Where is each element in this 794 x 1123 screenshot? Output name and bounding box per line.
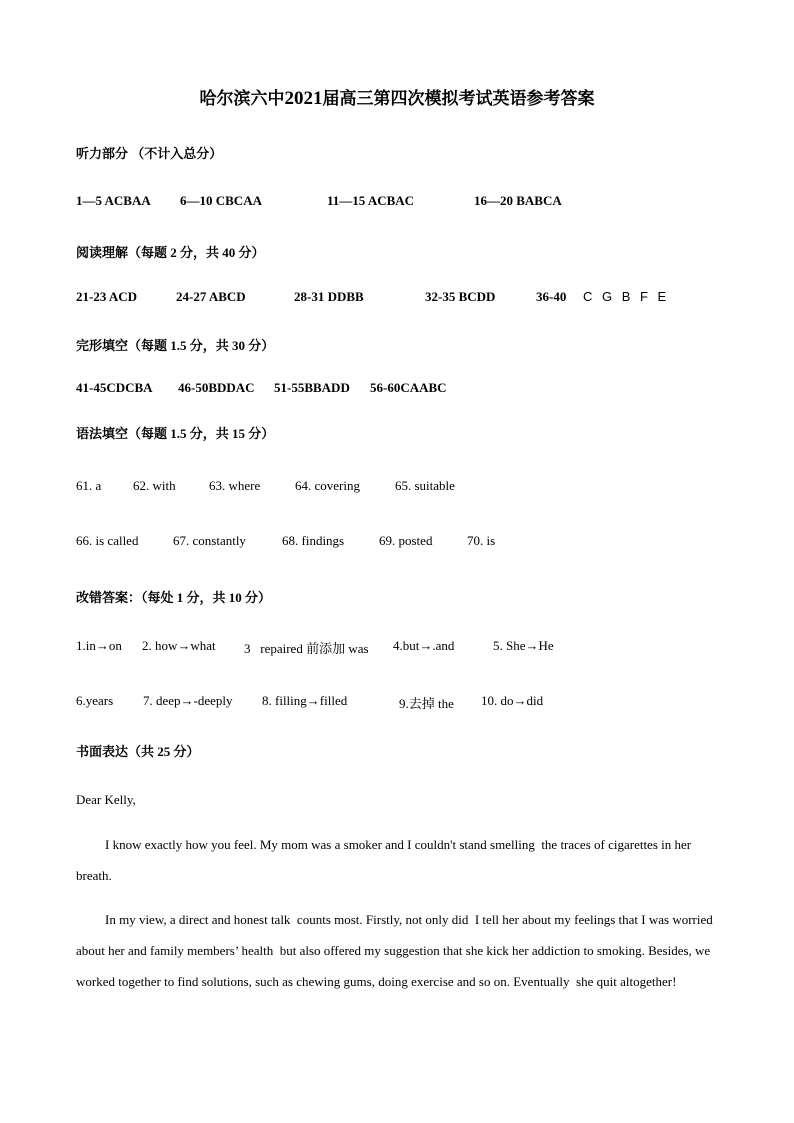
title-suffix: 届高三第四次模拟考试英语参考答案 — [322, 89, 595, 108]
grammar-answer-63: 63. where — [209, 478, 261, 493]
grammar-answer-70: 70. is — [467, 533, 496, 548]
correction-answer-10: 10. do→did — [481, 693, 544, 708]
reading-answer-1: 21-23 ACD — [76, 289, 138, 304]
grammar-answer-65: 65. suitable — [395, 478, 455, 493]
cloze-answer-1: 41-45CDCBA — [76, 380, 153, 395]
writing-heading: 书面表达（共 25 分） — [76, 744, 200, 759]
listening-heading: 听力部分 （不计入总分） — [76, 146, 223, 161]
listening-answer-4: 16—20 BABCA — [474, 193, 562, 208]
correction-answer-7: 7. deep→-deeply — [143, 693, 233, 708]
correction-answer-6: 6.years — [76, 693, 114, 708]
cloze-answer-3: 51-55BBADD — [274, 380, 350, 395]
grammar-heading: 语法填空（每题 1.5 分，共 15 分） — [76, 426, 275, 441]
title-year: 2021 — [284, 88, 323, 109]
listening-answer-2: 6—10 CBCAA — [180, 193, 262, 208]
correction-answer-9: 9.去掉 the — [399, 696, 454, 711]
listening-answer-3: 11—15 ACBAC — [327, 193, 415, 208]
letter-paragraph-1: I know exactly how you feel. My mom was a smoker and I couldn't stand smelling the traces of cigarettes in her breath. — [76, 837, 695, 883]
grammar-answer-61: 61. a — [76, 478, 102, 493]
cloze-answer-2: 46-50BDDAC — [178, 380, 255, 395]
listening-answer-1: 1—5 ACBAA — [76, 193, 151, 208]
grammar-answer-67: 67. constantly — [173, 533, 246, 548]
correction-answer-1: 1.in→on — [76, 638, 122, 653]
letter-paragraph-2: In my view, a direct and honest talk counts most. Firstly, not only did I tell her about my feelings that I was worried about her and family members’ health but also offered my suggestion that she kick her addiction to smoking. Besides, we worked together to find solutions, such as chewing gums, doing exercise and so on. Eventually she quit altogether! — [76, 912, 716, 989]
correction-answer-8: 8. filling→filled — [262, 693, 348, 708]
correction-answer-3: 3 repaired 前添加 was — [244, 641, 369, 656]
page-title — [0, 84, 794, 110]
correction-answer-5: 5. She→He — [493, 638, 554, 653]
correction-heading: 改错答案：（每处 1 分，共 10 分） — [76, 590, 272, 605]
grammar-answer-64: 64. covering — [295, 478, 360, 493]
cloze-answer-4: 56-60CAABC — [370, 380, 447, 395]
grammar-answer-66: 66. is called — [76, 533, 139, 548]
grammar-answer-68: 68. findings — [282, 533, 345, 548]
correction-answer-4: 4.but→.and — [393, 638, 455, 653]
reading-answer-2: 24-27 ABCD — [176, 289, 246, 304]
correction-answer-2: 2. how→what — [142, 638, 216, 653]
reading-answer-5-label: 36-40 — [536, 289, 567, 304]
reading-answer-4: 32-35 BCDD — [425, 289, 496, 304]
reading-answer-3: 28-31 DDBB — [294, 289, 364, 304]
cloze-heading: 完形填空（每题 1.5 分，共 30 分） — [76, 338, 275, 353]
grammar-answer-62: 62. with — [133, 478, 176, 493]
reading-answer-5: C G B F E — [583, 289, 670, 304]
letter-greeting: Dear Kelly, — [76, 792, 136, 807]
reading-heading: 阅读理解（每题 2 分，共 40 分） — [76, 245, 265, 260]
title-prefix: 哈尔滨六中 — [199, 89, 285, 108]
grammar-answer-69: 69. posted — [379, 533, 433, 548]
